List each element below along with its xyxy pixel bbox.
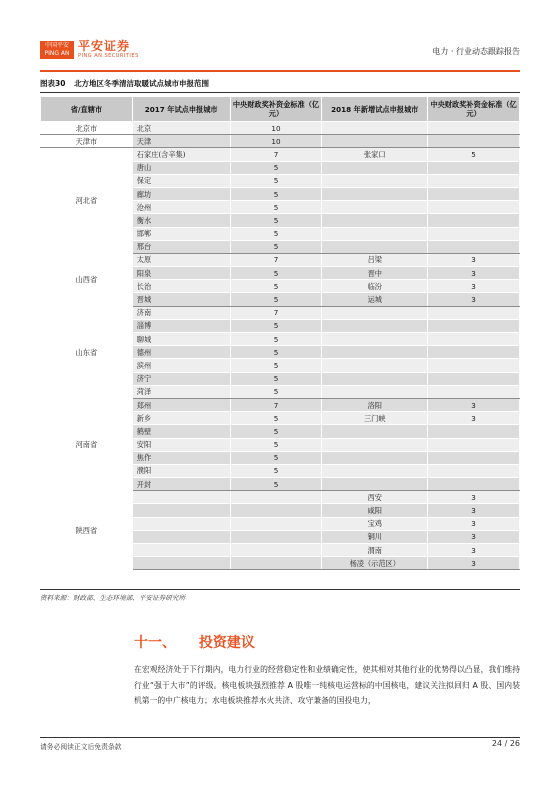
subsidy-2017-cell: 5 xyxy=(230,227,322,240)
subsidy-2018-cell xyxy=(428,161,520,174)
city-2017-cell: 邢台 xyxy=(132,240,230,253)
subsidy-2018-cell: 3 xyxy=(428,398,520,411)
subsidy-2018-cell xyxy=(428,201,520,214)
city-2018-cell xyxy=(322,346,428,359)
city-2018-cell: 西安 xyxy=(322,491,428,504)
city-2017-cell: 唐山 xyxy=(132,161,230,174)
subsidy-2017-cell: 5 xyxy=(230,161,322,174)
city-2018-cell: 铜川 xyxy=(322,530,428,543)
city-2018-cell: 杨凌（示范区） xyxy=(322,557,428,570)
report-type: 电力 · 行业动态跟踪报告 xyxy=(432,47,520,56)
subsidy-2018-cell xyxy=(428,174,520,187)
subsidy-2017-cell: 10 xyxy=(230,135,322,148)
city-2018-cell xyxy=(322,319,428,332)
subsidy-2017-cell: 5 xyxy=(230,201,322,214)
subsidy-2017-cell xyxy=(230,517,322,530)
city-2018-cell: 运城 xyxy=(322,293,428,306)
subsidy-2018-cell xyxy=(428,464,520,477)
city-2018-cell: 三门峡 xyxy=(322,412,428,425)
city-2018-cell: 洛阳 xyxy=(322,398,428,411)
city-2018-cell xyxy=(322,464,428,477)
subsidy-2018-cell: 3 xyxy=(428,267,520,280)
subsidy-2017-cell: 5 xyxy=(230,451,322,464)
page-number: 24 / 26 xyxy=(491,739,520,748)
city-2017-cell: 郑州 xyxy=(132,398,230,411)
city-2017-cell: 廊坊 xyxy=(132,187,230,200)
subsidy-2018-cell: 3 xyxy=(428,517,520,530)
pilot-cities-table xyxy=(40,96,520,570)
table-row xyxy=(41,135,520,148)
figure-caption: 北方地区冬季清洁取暖试点城市申报范围 xyxy=(74,79,210,88)
column-header: 省/直辖市 xyxy=(41,97,133,122)
city-2017-cell xyxy=(132,557,230,570)
province-cell: 北京市 xyxy=(41,122,133,135)
subsidy-2017-cell xyxy=(230,504,322,517)
city-2017-cell: 焦作 xyxy=(132,451,230,464)
city-2018-cell xyxy=(322,359,428,372)
column-header: 2017 年试点申报城市 xyxy=(132,97,230,122)
city-2018-cell: 临汾 xyxy=(322,280,428,293)
subsidy-2018-cell: 3 xyxy=(428,253,520,266)
section-heading xyxy=(134,632,255,652)
city-2017-cell: 衡水 xyxy=(132,214,230,227)
subsidy-2018-cell xyxy=(428,372,520,385)
subsidy-2017-cell: 5 xyxy=(230,293,322,306)
subsidy-2017-cell: 5 xyxy=(230,359,322,372)
section-number: 十一、 xyxy=(134,635,176,651)
subsidy-2017-cell xyxy=(230,557,322,570)
city-2017-cell xyxy=(132,530,230,543)
subsidy-2018-cell xyxy=(428,319,520,332)
city-2018-cell: 吕梁 xyxy=(322,253,428,266)
subsidy-2018-cell xyxy=(428,438,520,451)
subsidy-2018-cell: 3 xyxy=(428,557,520,570)
logo-badge-bottom: PING AN xyxy=(44,49,70,57)
city-2017-cell: 保定 xyxy=(132,174,230,187)
subsidy-2017-cell: 5 xyxy=(230,412,322,425)
city-2018-cell xyxy=(322,451,428,464)
section-title: 投资建议 xyxy=(198,635,255,651)
subsidy-2017-cell: 5 xyxy=(230,425,322,438)
subsidy-2018-cell xyxy=(428,425,520,438)
subsidy-2017-cell: 5 xyxy=(230,214,322,227)
city-2017-cell: 鹤壁 xyxy=(132,425,230,438)
province-cell: 陕西省 xyxy=(41,491,133,570)
subsidy-2018-cell: 3 xyxy=(428,504,520,517)
column-header: 2018 年新增试点申报城市 xyxy=(322,97,428,122)
table-row xyxy=(41,253,520,266)
table-row xyxy=(41,398,520,411)
table-row xyxy=(41,491,520,504)
subsidy-2017-cell: 7 xyxy=(230,148,322,161)
subsidy-2017-cell: 5 xyxy=(230,187,322,200)
city-2017-cell xyxy=(132,544,230,557)
table-row xyxy=(41,306,520,319)
subsidy-2018-cell: 3 xyxy=(428,491,520,504)
subsidy-2017-cell: 5 xyxy=(230,240,322,253)
logo-badge xyxy=(40,41,74,59)
subsidy-2018-cell xyxy=(428,359,520,372)
subsidy-2017-cell: 5 xyxy=(230,464,322,477)
city-2018-cell xyxy=(322,187,428,200)
city-2018-cell: 咸阳 xyxy=(322,504,428,517)
subsidy-2018-cell xyxy=(428,306,520,319)
city-2018-cell xyxy=(322,174,428,187)
header-divider xyxy=(40,70,520,72)
page-header xyxy=(40,38,520,68)
city-2018-cell xyxy=(322,214,428,227)
city-2018-cell xyxy=(322,333,428,346)
subsidy-2018-cell: 3 xyxy=(428,412,520,425)
city-2018-cell xyxy=(322,372,428,385)
city-2018-cell: 张家口 xyxy=(322,148,428,161)
subsidy-2017-cell: 5 xyxy=(230,174,322,187)
subsidy-2018-cell xyxy=(428,187,520,200)
province-cell: 山西省 xyxy=(41,253,133,306)
body-paragraph: 在宏观经济处于下行期内，电力行业的经营稳定性和业绩确定性，使其相对其他行业的优势得以凸显，我们维持行业“强于大市”的评级。核电板块强烈推荐 A 股唯一纯核电运营标的中国核电，建议关注拟回归 A 股、国内装机第一的中广核电力；水电板块推荐水火共济、攻守兼备的国投电力， xyxy=(134,665,520,705)
province-cell: 山东省 xyxy=(41,306,133,398)
city-2017-cell xyxy=(132,504,230,517)
city-2018-cell xyxy=(322,135,428,148)
subsidy-2018-cell xyxy=(428,122,520,135)
city-2018-cell xyxy=(322,425,428,438)
subsidy-2017-cell: 7 xyxy=(230,306,322,319)
subsidy-2017-cell xyxy=(230,544,322,557)
city-2018-cell: 晋中 xyxy=(322,267,428,280)
city-2017-cell: 沧州 xyxy=(132,201,230,214)
city-2018-cell xyxy=(322,227,428,240)
disclaimer-note: 请务必阅读正文后免责条款 xyxy=(40,743,122,751)
city-2017-cell: 安阳 xyxy=(132,438,230,451)
subsidy-2017-cell: 5 xyxy=(230,438,322,451)
city-2017-cell: 济南 xyxy=(132,306,230,319)
city-2017-cell xyxy=(132,517,230,530)
province-cell: 天津市 xyxy=(41,135,133,148)
source-note: 资料来源：财政部、生态环境部、平安证券研究所 xyxy=(40,594,186,602)
province-cell: 河南省 xyxy=(41,398,133,490)
city-2017-cell: 菏泽 xyxy=(132,385,230,398)
city-2017-cell: 石家庄(含辛集) xyxy=(132,148,230,161)
subsidy-2017-cell: 5 xyxy=(230,385,322,398)
subsidy-2018-cell xyxy=(428,135,520,148)
subsidy-2017-cell: 5 xyxy=(230,478,322,491)
column-header: 中央财政奖补资金标准（亿元） xyxy=(428,97,520,122)
subsidy-2018-cell: 3 xyxy=(428,293,520,306)
city-2017-cell: 淄博 xyxy=(132,319,230,332)
subsidy-2017-cell: 5 xyxy=(230,280,322,293)
subsidy-2017-cell: 10 xyxy=(230,122,322,135)
city-2017-cell: 滨州 xyxy=(132,359,230,372)
city-2017-cell: 晋城 xyxy=(132,293,230,306)
city-2017-cell: 济宁 xyxy=(132,372,230,385)
logo-name-en: PING AN SECURITIES xyxy=(78,53,139,59)
city-2017-cell: 天津 xyxy=(132,135,230,148)
table-header-row xyxy=(41,97,520,122)
subsidy-2017-cell: 5 xyxy=(230,372,322,385)
logo-name-cn: 平安证券 xyxy=(78,39,131,53)
subsidy-2018-cell: 3 xyxy=(428,544,520,557)
city-2018-cell xyxy=(322,161,428,174)
table-bottom-rule xyxy=(40,589,520,590)
city-2017-cell: 北京 xyxy=(132,122,230,135)
subsidy-2018-cell xyxy=(428,478,520,491)
city-2017-cell: 德州 xyxy=(132,346,230,359)
subsidy-2017-cell: 5 xyxy=(230,267,322,280)
city-2017-cell: 邯郸 xyxy=(132,227,230,240)
city-2017-cell: 长治 xyxy=(132,280,230,293)
subsidy-2018-cell: 5 xyxy=(428,148,520,161)
subsidy-2018-cell xyxy=(428,346,520,359)
subsidy-2018-cell xyxy=(428,227,520,240)
city-2018-cell: 渭南 xyxy=(322,544,428,557)
subsidy-2018-cell xyxy=(428,240,520,253)
subsidy-2018-cell: 3 xyxy=(428,530,520,543)
city-2017-cell: 新乡 xyxy=(132,412,230,425)
logo-badge-top: 中国平安 xyxy=(44,41,69,49)
city-2018-cell xyxy=(322,201,428,214)
city-2018-cell xyxy=(322,478,428,491)
city-2018-cell xyxy=(322,438,428,451)
table-row xyxy=(41,122,520,135)
subsidy-2017-cell: 7 xyxy=(230,398,322,411)
table-row xyxy=(41,148,520,161)
city-2018-cell xyxy=(322,306,428,319)
figure-title xyxy=(40,78,520,93)
city-2017-cell: 濮阳 xyxy=(132,464,230,477)
city-2018-cell xyxy=(322,122,428,135)
city-2018-cell xyxy=(322,385,428,398)
subsidy-2017-cell: 7 xyxy=(230,253,322,266)
footer-divider xyxy=(40,737,520,738)
city-2017-cell: 聊城 xyxy=(132,333,230,346)
city-2018-cell xyxy=(322,240,428,253)
city-2017-cell: 阳泉 xyxy=(132,267,230,280)
company-logo xyxy=(40,40,139,59)
city-2017-cell xyxy=(132,491,230,504)
subsidy-2018-cell: 3 xyxy=(428,280,520,293)
subsidy-2017-cell xyxy=(230,530,322,543)
city-2017-cell: 开封 xyxy=(132,478,230,491)
subsidy-2017-cell: 5 xyxy=(230,319,322,332)
figure-label: 图表30 xyxy=(40,79,66,88)
subsidy-2018-cell xyxy=(428,385,520,398)
subsidy-2018-cell xyxy=(428,451,520,464)
subsidy-2018-cell xyxy=(428,214,520,227)
subsidy-2017-cell: 5 xyxy=(230,346,322,359)
subsidy-2018-cell xyxy=(428,333,520,346)
column-header: 中央财政奖补资金标准（亿元） xyxy=(230,97,322,122)
city-2018-cell: 宝鸡 xyxy=(322,517,428,530)
province-cell: 河北省 xyxy=(41,148,133,254)
subsidy-2017-cell xyxy=(230,491,322,504)
city-2017-cell: 太原 xyxy=(132,253,230,266)
subsidy-2017-cell: 5 xyxy=(230,333,322,346)
